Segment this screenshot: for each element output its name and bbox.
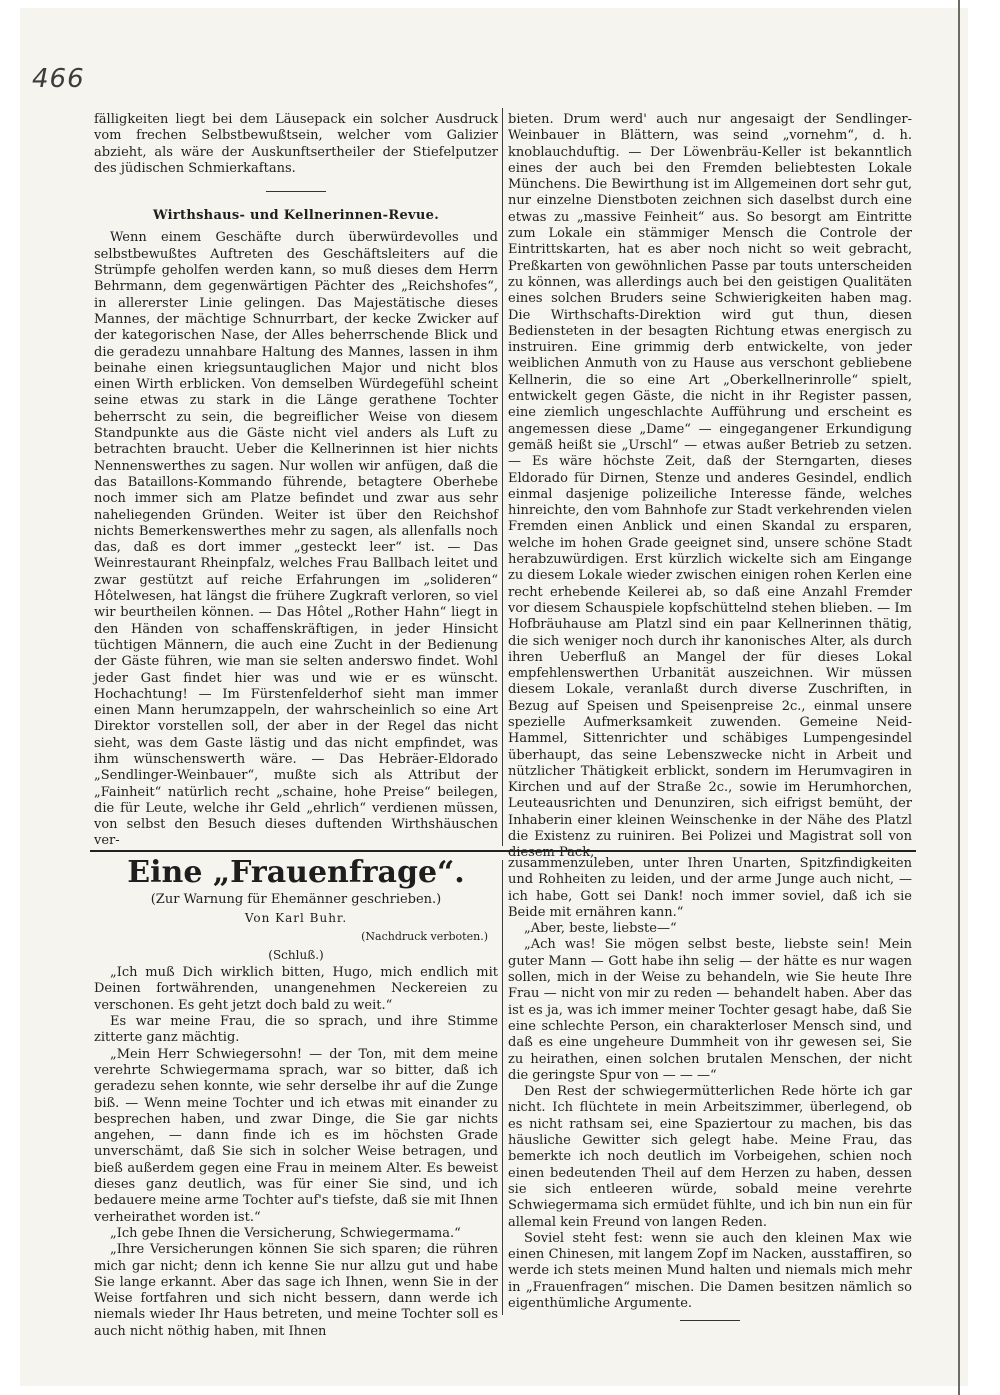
story-paragraph: „Mein Herr Schwiegersohn! — der Ton, mit dem meine verehrte Schwiegermama sprach, war so bitter, daß ich geradezu sehen konnte, wie sehr derselbe ihr auf die Zunge biß. — Wenn meine Tochter und ich etwas mit einander zu besprechen haben, und zwar Dinge, die Sie gar nichts angehen, — dann finde ich es im höchsten Grade unverschämt, daß Sie sich in solcher Weise betragen, und bieß außerdem gegen eine Frau in meinem Alter. Es beweist dieses ganz deutlich, was für einer Sie sind, und ich bedauere meine arme Tochter auf's tiefste, daß sie mit Ihnen verheirathet worden ist.“ (94, 1046, 498, 1225)
story-paragraph: „Ihre Versicherungen können Sie sich sparen; die rühren mich gar nicht; denn ich kenne Sie nur allzu gut und habe Sie lange erkannt. Aber das sage ich Ihnen, wenn Sie in der Weise fortfahren und sich nicht bessern, dann werde ich niemals wieder Ihr Haus betreten, und meine Tochter soll es auch nicht nöthig haben, mit Ihnen (94, 1242, 498, 1339)
story-right-column (508, 856, 912, 1321)
left-intro-text: fälligkeiten liegt bei dem Läusepack ein solcher Ausdruck vom frechen Selbstbewußtsein, welcher vom Galizier abzieht, als wäre der Auskunftsertheiler der Stiefelputzer des jüdischen Schmierkaftans. (94, 112, 498, 176)
story-paragraph: „Ich gebe Ihnen die Versicherung, Schwiegermama.“ (110, 1225, 461, 1241)
story-paragraph: Soviel steht fest: wenn sie auch den kleinen Max wie einen Chinesen, mit langem Zopf im Nacken, ausstaffiren, so werde ich stets meinen Mund halten und niemals mich mehr in „Frauenfragen“ mischen. Die Damen besitzen nämlich so eigenthümliche Argumente. (508, 1230, 912, 1312)
page-margin (968, 0, 1000, 1395)
section-title: Wirthshaus- und Kellnerinnen-Revue. (152, 208, 440, 224)
story-paragraph: Es war meine Frau, die so sprach, und ihre Stimme zitterte ganz mächtig. (94, 1014, 498, 1046)
left-paragraph: Wenn einem Geschäfte durch überwürdevolles und selbstbewußtes Auftreten des Geschäftsleiters auf die Strümpfe geholfen werden kann, so muß dieses dem Herrn Behrmann, dem gegenwärtigen Pächter des „Reichshofes“, in allererster Linie gelingen. Das Majestätische dieses Mannes, der mächtige Schnurrbart, der kecke Zwicker auf der kategorischen Nase, der Alles beherrschende Blick und die geradezu unnahbare Haltung des Mannes, lassen in ihm beinahe einen kriegsuntauglichen Major und nicht blos einen Wirth erblicken. Von demselben Würdegefühl scheint seine etwas zu stark in die Länge gerathene Tochter beherrscht zu sein, die begreiflicher Weise von diesem Standpunkte aus die Gäste nicht viel anders als Luft zu betrachten braucht. Ueber die Kellnerinnen ist hier nichts Nennenswerthes zu sagen. Nur wollen wir anfügen, daß die das Bataillons-Kommando führende, betagtere Oberhebe noch immer sich am Platze befindet und zwar aus sehr naheliegenden Gründen. Weiter ist über den Reichshof nichts Bemerkenswerthes mehr zu sagen, als allenfalls noch das, daß es dort immer „gesteckt leer“ ist. — Das Weinrestaurant Rheinpfalz, welches Frau Ballbach leitet und zwar gestützt auf reiche Erfahrungen im „solideren“ Hôtelwesen, hat längst die frühere Zugkraft verloren, so viel wir beurtheilen können. — Das Hôtel „Rother Hahn“ liegt in den Händen von schaffenskräftigen, in jeder Hinsicht tüchtigen Männern, die auch eine Zucht in der Bedienung der Gäste führen, wie man sie selten anderswo findet. Wohl jeder Gast findet hier was und wie er es wünscht. Hochachtung! — Im Fürstenfelderhof sieht man immer einen Mann herumzappeln, der wahrscheinlich so eine Art Direktor vorstellen soll, der aber in der Regel das nicht sieht, was dem Gaste lästig und das nicht empfindet, was ihm wünschenswerth wäre. — Das Hebräer-Eldorado „Sendlinger-Weinbauer“, mußte sich als Attribut der „Fainheit“ natürlich recht „schaine, hohe Preise“ beilegen, die für Leute, welche ihr Geld „ehrlich“ verdienen müssen, von selbst den Besuch dieses duftenden Wirthshäuschen ver- (94, 230, 498, 849)
column-divider-top (502, 108, 503, 846)
story-paragraph: „Aber, beste, liebste—“ (524, 921, 677, 937)
column-divider-bottom (502, 860, 503, 1315)
page-number: 466 (32, 64, 85, 94)
story-title: Eine „Frauenfrage“. (127, 855, 465, 890)
story-left-column (94, 856, 498, 1340)
right-column (508, 112, 912, 862)
story-subtitle: (Zur Warnung für Ehemänner geschrieben.) (150, 892, 442, 907)
binding-edge (958, 0, 960, 1395)
left-column (94, 112, 498, 850)
continuation-label: (Schluß.) (268, 947, 324, 962)
story-author: Von Karl Buhr. (244, 911, 348, 926)
right-paragraph: bieten. Drum werd' auch nur angesaigt der Sendlinger-Weinbauer in Blättern, was seind „vornehm“, d. h. knoblauchduftig. — Der Löwenbräu-Keller ist bekanntlich eines der auch bei den Fremden beliebtesten Lokale Münchens. Die Bewirthung ist im Allgemeinen dort sehr gut, nur einzelne Dienstboten zeichnen sich daselbst durch eine etwas zu „massive Feinheit“ aus. So besorgt am Eintritte zum Lokale ein stämmiger Mensch die Controle der Eintrittskarten, hat es aber noch nicht so weit gebracht, Preßkarten von gewöhnlichen Passe par touts unterscheiden zu können, was allerdings auch bei den geistigen Qualitäten eines solchen Bruders seine Schwierigkeiten haben mag. Die Wirthschafts-Direktion wird gut thun, diesen Bediensteten in der besagten Richtung etwas energisch zu instruiren. Eine grimmig derb entwickelte, von jeder weiblichen Anmuth von zu Hause aus verschont gebliebene Kellnerin, die so eine Art „Oberkellnerinrolle“ spielt, entwickelt gegen Gäste, die nicht in ihr Register passen, eine ziemlich ungeschlachte Aufführung und erscheint es angemessen diese „Dame“ — eingegangener Erkundigung gemäß heißt sie „Urschl“ — etwas außer Betrieb zu setzen. — Es wäre höchste Zeit, daß der Sterngarten, dieses Eldorado für Dirnen, Stenze und anderes Gesindel, endlich einmal dasjenige polizeiliche Interesse fände, welches hinreichte, den vom Bahnhofe zur Stadt verkehrenden vielen Fremden einen Anblick und einen Skandal zu ersparen, welche im hohen Grade geeignet sind, unsere schöne Stadt herabzuwürdigen. Erst kürzlich wickelte sich am Eingange zu diesem Lokale wieder zwischen einigen rohen Kerlen eine recht erhebende Keilerei ab, so daß eine Anzahl Fremder vor diesem Schauspiele kopfschüttelnd stehen blieben. — Im Hofbräuhause am Platzl sind ein paar Kellnerinnen thätig, die sich weniger noch durch ihr kanonisches Alter, als durch ihren Ueberfluß an Mangel der für dieses Lokal empfehlenswerthen Urbanität auszeichnen. Wir müssen diesem Lokale, veranlaßt durch diverse Zuschriften, in Bezug auf Speisen und Speisenpreise 2c., einmal unsere spezielle Aufmerksamkeit zuwenden. Gemeine Neid-Hammel, Sittenrichter und schäbiges Lumpengesindel überhaupt, das seine Lebenszwecke nicht in Arbeit und nützlicher Thätigkeit erblickt, sondern im Herumvagiren in Kirchen und auf der Straße 2c., sowie im Herumhorchen, Leuteausrichten und Denunziren, sich eifrigst bemüht, der Inhaberin einer kleinen Weinschenke in der Nähe des Platzl die Existenz zu ruiniren. Bei Polizei und Magistrat soll von diesem Pack, (508, 112, 912, 861)
reprint-note: (Nachdruck verboten.) (361, 929, 488, 943)
short-divider (266, 191, 326, 192)
story-paragraph: „Ach was! Sie mögen selbst beste, liebste sein! Mein guter Mann — Gott habe ihn selig — der hätte es nur wagen sollen, mich in der Weise zu behandeln, wie Sie heute Ihre Frau — nicht von mir zu reden — behandelt haben. Aber das ist es ja, was ich immer meiner Tochter gesagt habe, daß Sie eine schlechte Person, ein charakterloser Mensch sind, und daß es eine ungeheure Dummheit von ihr gewesen sei, Sie zu heirathen, einen solchen brutalen Menschen, der nicht die geringste Spur von — — —“ (508, 937, 912, 1083)
story-paragraph: „Ich muß Dich wirklich bitten, Hugo, mich endlich mit Deinen fortwährenden, unangenehmen Neckereien zu verschonen. Es geht jetzt doch bald zu weit.“ (94, 965, 498, 1013)
end-divider (680, 1320, 740, 1321)
story-paragraph: Den Rest der schwiegermütterlichen Rede hörte ich gar nicht. Ich flüchtete in mein Arbeitszimmer, überlegend, ob es nicht rathsam sei, eine Spaziertour zu machen, bis das häusliche Gewitter sich gelegt habe. Meine Frau, das bemerkte ich noch deutlich im Vorbeigehen, schien noch einen bedeutenden Theil auf dem Herzen zu haben, dessen sie sich entleeren würde, sobald meine verehrte Schwiegermama sich ermüdet fühlte, und ich bin nun ein für allemal kein Freund von langen Reden. (508, 1084, 912, 1230)
newspaper-page (20, 8, 969, 1386)
story-paragraph: zusammenzuleben, unter Ihren Unarten, Spitzfindigkeiten und Rohheiten zu leiden, und der arme Junge auch nicht, — ich habe, Gott sei Dank! noch immer soviel, daß ich sie Beide mit ernähren kann.“ (508, 856, 912, 920)
